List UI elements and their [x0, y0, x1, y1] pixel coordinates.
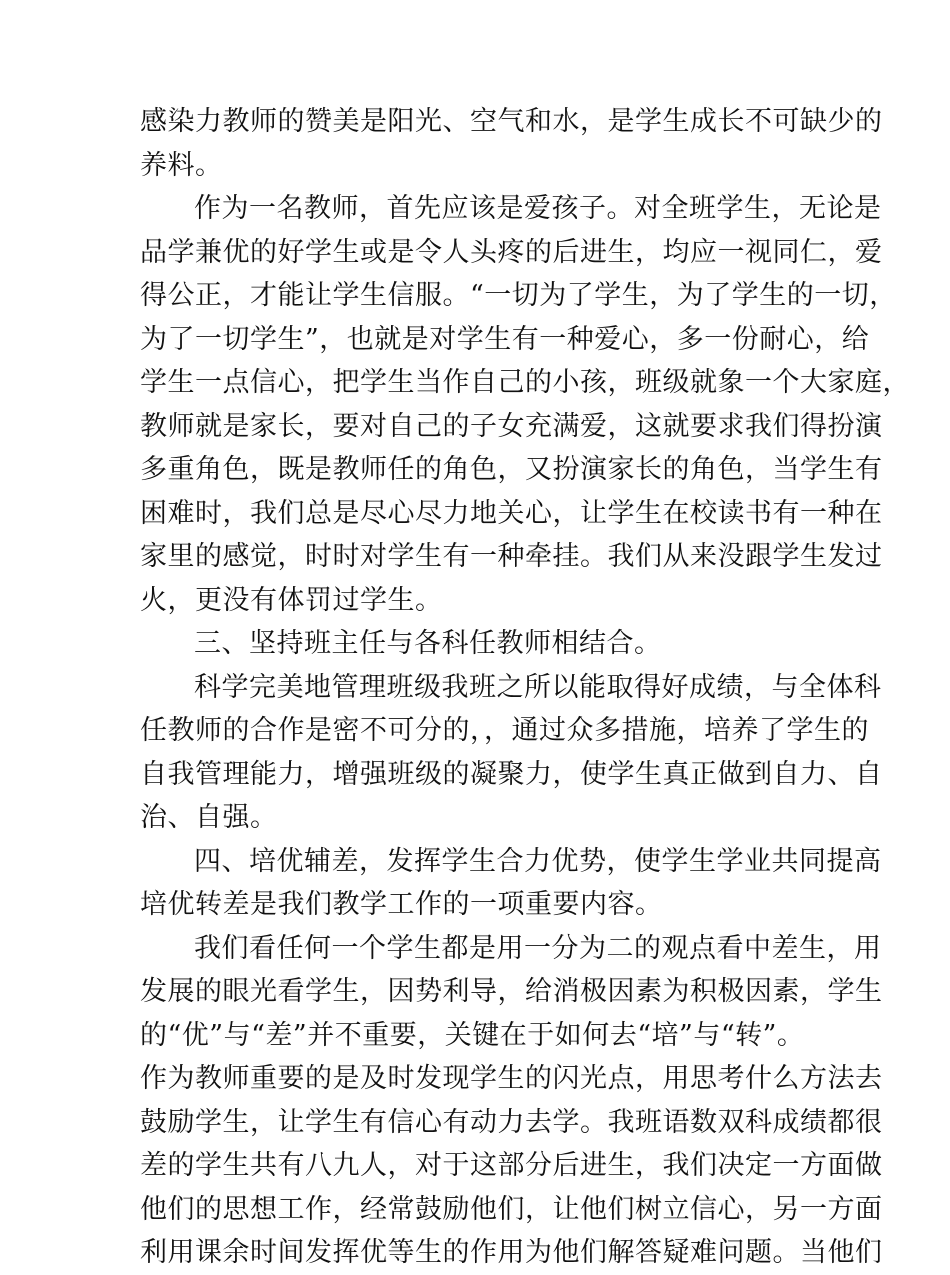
section-heading: 三、坚持班主任与各科任教师相结合。: [194, 628, 662, 659]
text-line: 差的学生共有八九人，对于这部分后进生，我们决定一方面做: [140, 1150, 883, 1181]
text-line: 火，更没有体罚过学生。: [140, 584, 443, 616]
text-line: 学生一点信心，把学生当作自己的小孩，班级就象一个大家庭，: [140, 367, 910, 398]
text-line: 科学完美地管理班级我班之所以能取得好成绩，与全体科: [194, 671, 882, 703]
text-line: 任教师的合作是密不可分的，，通过众多措施，培养了学生的: [140, 715, 869, 746]
text-line: 教师就是家长，要对自己的子女充满爱，这就要求我们得扮演: [140, 410, 883, 442]
document-body-text: [140, 100, 910, 1275]
text-line: 我们看任何一个学生都是用一分为二的观点看中差生，用: [194, 932, 882, 964]
section-heading: 四、培优辅差，发挥学生合力优势，使学生学业共同提高: [194, 845, 882, 877]
text-line: 感染力教师的赞美是阳光、空气和水，是学生成长不可缺少的: [140, 106, 883, 137]
text-line: 困难时，我们总是尽心尽力地关心，让学生在校读书有一种在: [140, 497, 883, 529]
text-line: 养料。: [140, 149, 223, 181]
text-line: 得公正，才能让学生信服。“一切为了学生，为了学生的一切，: [140, 280, 897, 311]
text-line: 作为一名教师，首先应该是爱孩子。对全班学生，无论是: [194, 193, 882, 224]
text-line: 鼓励学生，让学生有信心有动力去学。我班语数双科成绩都很: [140, 1106, 883, 1138]
text-line: 作为教师重要的是及时发现学生的闪光点，用思考什么方法去: [140, 1063, 883, 1094]
text-line: 品学兼优的好学生或是令人头疼的后进生，均应一视同仁，爱: [140, 236, 883, 268]
text-line: 家里的感觉，时时对学生有一种牵挂。我们从来没跟学生发过: [140, 541, 883, 572]
text-line: 为了一切学生”，也就是对学生有一种爱心，多一份耐心，给: [140, 323, 870, 355]
text-line: 自我管理能力，增强班级的凝聚力，使学生真正做到自力、自: [140, 758, 883, 790]
text-line: 培优转差是我们教学工作的一项重要内容。: [140, 889, 663, 920]
text-line: 的“优”与“差”并不重要，关键在于如何去“培”与“转”。: [140, 1019, 805, 1051]
text-line: 利用课余时间发挥优等生的作用为他们解答疑难问题。当他们: [140, 1237, 883, 1268]
text-line: 发展的眼光看学生，因势利导，给消极因素为积极因素，学生: [140, 976, 883, 1007]
text-line: 他们的思想工作，经常鼓励他们，让他们树立信心，另一方面: [140, 1193, 883, 1225]
text-line: 多重角色，既是教师任的角色，又扮演家长的角色，当学生有: [140, 454, 883, 485]
text-line: 治、自强。: [140, 802, 278, 833]
